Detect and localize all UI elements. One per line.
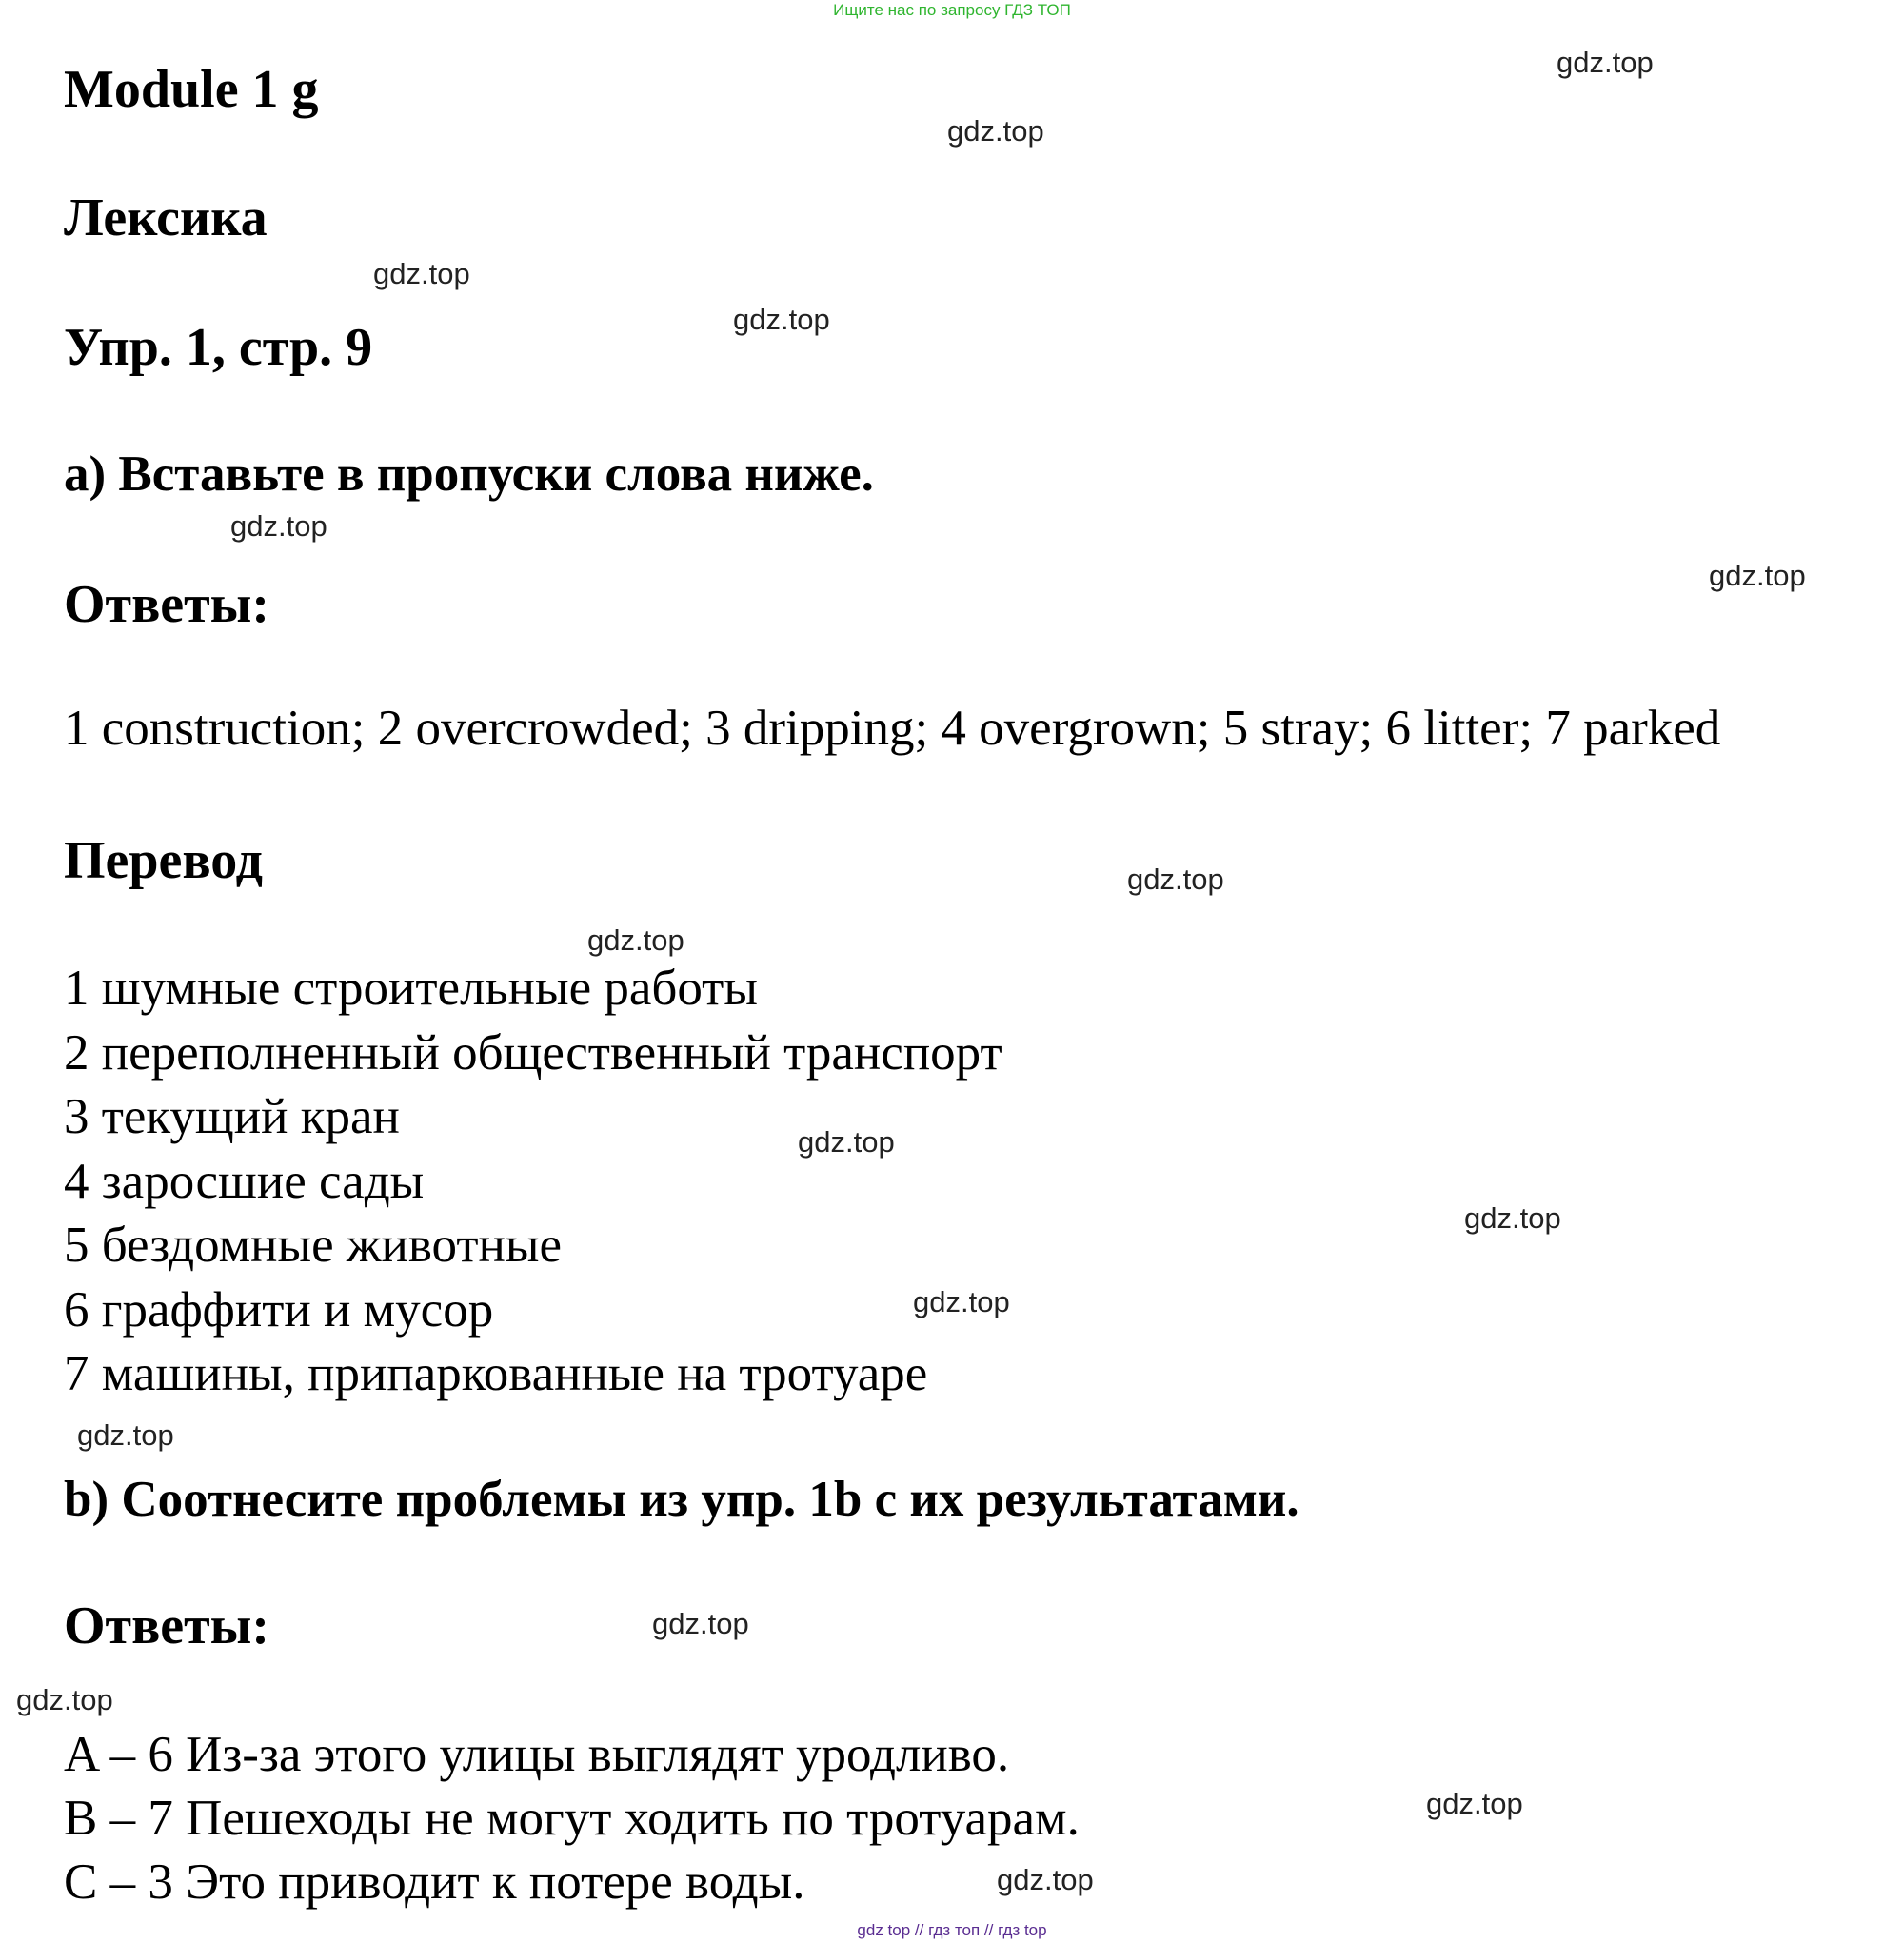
bottom-banner: gdz top // гдз топ // гдз top [857,1921,1047,1939]
translation-item: 7 машины, припаркованные на тротуаре [64,1346,928,1401]
answer-b-item: C – 3 Это приводит к потере воды. [64,1854,805,1910]
answers-label-b: Ответы: [64,1596,270,1656]
watermark: gdz.top [913,1285,1010,1318]
translation-list [64,957,1002,1407]
task-a-heading: a) Вставьте в пропуски слова ниже. [64,446,874,502]
translation-item: 6 граффити и мусор [64,1281,494,1338]
answers-label-a: Ответы: [64,575,270,634]
watermark: gdz.top [997,1863,1094,1896]
watermark: gdz.top [16,1683,113,1716]
translation-item: 3 текущий кран [64,1089,400,1144]
watermark: gdz.top [1464,1201,1561,1235]
watermark: gdz.top [587,923,684,957]
answers-b-list [64,1723,1080,1914]
top-banner: Ищите нас по запросу ГДЗ ТОП [833,1,1071,19]
translation-item: 1 шумные строительные работы [64,961,758,1016]
watermark: gdz.top [1557,46,1654,79]
watermark: gdz.top [1127,862,1224,896]
watermark: gdz.top [947,114,1044,148]
translation-item: 4 заросшие сады [64,1153,425,1209]
translation-item: 2 переполненный общественный транспорт [64,1024,1002,1081]
watermark: gdz.top [1426,1787,1523,1820]
translation-label: Перевод [64,831,263,890]
answer-b-item: A – 6 Из-за этого улицы выглядят уродливо. [64,1727,1010,1782]
module-title: Module 1 g [64,60,319,119]
answers-a-text: 1 construction; 2 overcrowded; 3 dripping; 4 overgrown; 5 stray; 6 litter; 7 parked [64,701,1721,756]
watermark: gdz.top [733,303,830,336]
watermark: gdz.top [1709,559,1806,592]
watermark: gdz.top [230,509,327,543]
task-b-heading: b) Соотнесите проблемы из упр. 1b с их результатами. [64,1472,1299,1527]
watermark: gdz.top [373,257,470,290]
watermark: gdz.top [798,1125,895,1159]
watermark: gdz.top [652,1607,749,1640]
answer-b-item: B – 7 Пешеходы не могут ходить по тротуарам. [64,1791,1080,1846]
section-title: Лексика [64,188,268,248]
exercise-title: Упр. 1, стр. 9 [64,318,373,377]
watermark: gdz.top [77,1418,174,1452]
translation-item: 5 бездомные животные [64,1218,563,1273]
